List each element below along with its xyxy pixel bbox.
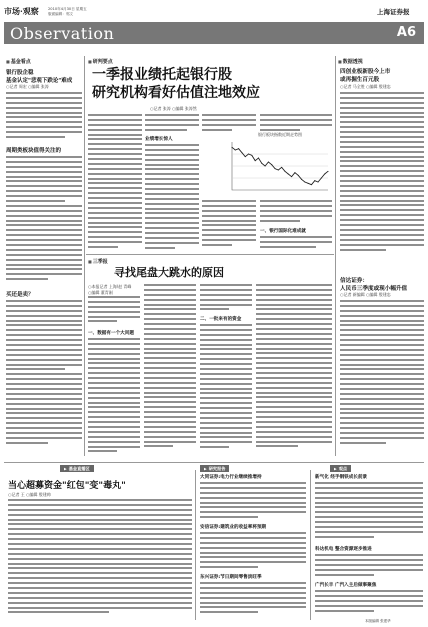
right-body-1	[340, 92, 424, 260]
bottom-right-body-1	[315, 482, 423, 542]
left-body-3	[6, 300, 82, 455]
right-byline-2: ○记者 新编辑 ○编辑 殷建忠	[340, 292, 391, 297]
mid-headline: 寻找尾盘大跳水的原因	[114, 266, 224, 279]
chart-point	[284, 171, 285, 172]
chart-point	[265, 166, 266, 167]
mid-subhead-1: 一、数据有一个大问题	[88, 331, 134, 336]
row-rule	[86, 254, 334, 255]
masthead	[0, 0, 428, 52]
bottom-body	[8, 499, 192, 617]
chart-point	[308, 183, 309, 184]
right-headline-2: 信达证券： 人民币三季度或现小幅升值	[340, 278, 408, 292]
section-name: 市场·观察	[4, 6, 39, 16]
mid-tag: ■ 三季报	[88, 258, 108, 265]
center-body-col3a	[202, 114, 256, 132]
column-rule	[84, 56, 85, 456]
center-body-col4c	[260, 236, 332, 252]
center-body-col4b	[260, 200, 332, 224]
left-byline-1: ○记者 周宏 ○编辑 张涛	[6, 84, 49, 89]
chart-point	[271, 164, 272, 165]
left-headline-1: 银行股企稳 基金认定"悲观下跌论"难成	[6, 70, 73, 84]
chart-point	[301, 179, 302, 180]
bottom-right-head-3: 广汽长丰 广汽入主后做事聚焦	[315, 583, 377, 588]
mid-byline: ○本报记者 上海/赵 青峰 ○编辑 董青刚	[88, 284, 132, 295]
mid-subhead-2: 二、一批来有的资金	[200, 317, 242, 322]
bottom-mid-body-2	[200, 532, 306, 570]
bottom-mid-body-3	[200, 582, 306, 618]
chart-point	[318, 182, 319, 183]
left-body-2	[6, 156, 82, 286]
chart-point	[241, 152, 242, 153]
mid-body-col4	[256, 284, 332, 456]
chart-point	[314, 180, 315, 181]
center-subhead-2: 一、银行国际化难成就	[260, 229, 306, 234]
bottom-headline: 当心超募资金"红包"变"毒丸"	[8, 481, 126, 491]
chart-point	[261, 163, 262, 164]
bank-index-chart	[228, 132, 332, 196]
band-title: Observation	[10, 24, 115, 43]
chart-point	[268, 162, 269, 163]
center-body-col2a	[145, 114, 199, 134]
left-headline-3: 买还是卖？	[6, 292, 34, 298]
chart-point	[288, 174, 289, 175]
page-editor-footer: 本版编辑 张建华	[365, 619, 391, 623]
nav-research-report[interactable]: ▶ 研究报告	[200, 465, 229, 472]
bottom-mid-body-1	[200, 482, 306, 520]
mid-body-col2	[144, 284, 196, 456]
chart-point	[328, 171, 329, 172]
chart-point	[232, 147, 233, 148]
chart-point	[248, 154, 249, 155]
chart-point	[258, 158, 259, 159]
chart-point	[235, 150, 236, 151]
bottom-mid-head-1: 大同证券:电力行业继续推增持	[200, 475, 262, 480]
section-band	[4, 22, 424, 44]
chart-point	[291, 176, 292, 177]
bottom-right-body-3	[315, 590, 423, 616]
column-rule	[335, 56, 336, 456]
chart-point	[311, 184, 312, 185]
chart-point	[281, 167, 282, 168]
chart-point	[255, 160, 256, 161]
right-byline-1: ○记者 马全胜 ○编辑 殷建忠	[340, 84, 391, 89]
chart-point	[294, 172, 295, 173]
left-headline-2: 周期类板块值得关注的	[6, 148, 62, 154]
chart-point	[321, 178, 322, 179]
chart-plot	[228, 138, 332, 196]
center-subhead-1: 业绩增长惊人	[145, 137, 173, 142]
chart-point	[278, 170, 279, 171]
center-body-col2b	[145, 144, 199, 252]
page-number: A6	[396, 25, 416, 40]
bottom-right-body-2	[315, 554, 423, 578]
nav-fund-live[interactable]: ▶ 基金直播区	[60, 465, 94, 472]
center-body-col4a	[260, 114, 332, 132]
mid-body-col1a	[88, 296, 140, 326]
chart-point	[324, 174, 325, 175]
left-body-1	[6, 92, 82, 142]
bottom-byline: ○记者 王 ○编辑 殷建帅	[8, 492, 51, 497]
issue-date: 2010年4月30日 星期五	[48, 7, 87, 11]
bottom-right-head-2: 科达机电 整合资源逐步推进	[315, 547, 372, 552]
right-body-2	[340, 300, 424, 456]
center-byline: ○记者 张涛 ○编辑 张涛然	[150, 106, 197, 111]
mid-body-col3a	[200, 284, 252, 314]
center-headline: 一季报业绩托起银行股 研究机构看好估值注地效应	[92, 67, 260, 101]
chart-point	[298, 175, 299, 176]
chart-point	[304, 182, 305, 183]
column-rule	[310, 470, 311, 620]
center-body-col3b	[202, 200, 256, 252]
chart-point	[251, 155, 252, 156]
bottom-right-head-1: 新气化 经手钢铁成长前景	[315, 475, 368, 480]
center-tag: ■ 研判要点	[88, 58, 113, 65]
chart-title: 银行板块指数近期走势图	[258, 132, 302, 137]
chart-point	[238, 148, 239, 149]
page-editor: 版面编辑：郭文	[48, 12, 74, 16]
chart-point	[275, 168, 276, 169]
chart-point	[245, 156, 246, 157]
left-tag: ■ 基金看点	[6, 58, 31, 65]
mid-body-col3b	[200, 324, 252, 456]
publication-name: 上海证券报	[377, 8, 410, 16]
right-tag: ■ 数据透视	[338, 58, 363, 65]
center-body-col1	[88, 114, 142, 252]
bottom-mid-head-2: 安信证券:建筑业的收益率将预期	[200, 525, 267, 530]
column-rule	[195, 470, 196, 620]
nav-opinion[interactable]: ▶ 观点	[330, 465, 351, 472]
right-headline-1: 四创业板新股今上市 或再掘生百元股	[340, 69, 391, 83]
bottom-mid-head-3: 东兴证券:节日期间零售淡旺季	[200, 575, 262, 580]
mid-body-col1b	[88, 338, 140, 456]
row-rule	[4, 462, 424, 463]
